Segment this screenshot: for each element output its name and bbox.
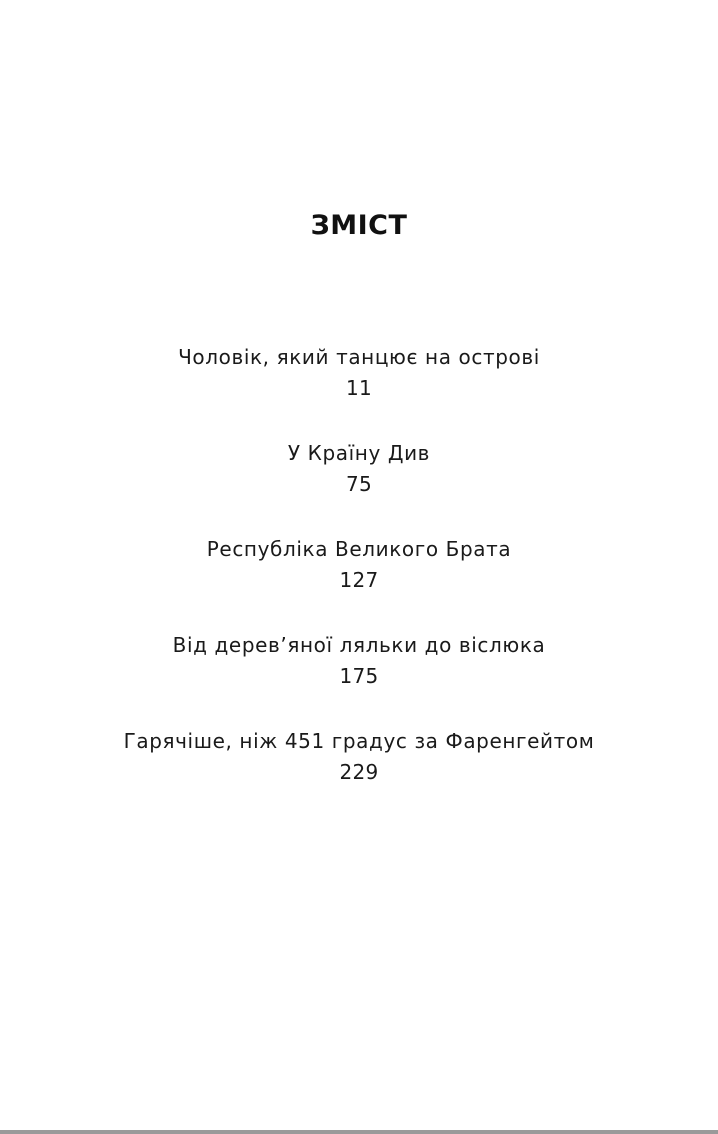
toc-entry-page-number: 229	[339, 760, 379, 784]
toc-entry-page-number: 127	[339, 568, 379, 592]
toc-entry-page-number: 75	[345, 472, 373, 496]
toc-entry[interactable]	[0, 438, 718, 534]
toc-entry-title: У Країну Див	[287, 441, 431, 465]
toc-entry-title: Республіка Великого Брата	[206, 537, 512, 561]
toc-entry[interactable]	[0, 342, 718, 438]
toc-entry-page-number: 11	[345, 376, 373, 400]
page-edge-divider	[0, 1130, 718, 1134]
table-of-contents-heading: ЗМІСТ	[310, 210, 408, 241]
toc-entry-title: Від дерев’яної ляльки до віслюка	[172, 633, 546, 657]
table-of-contents-list	[0, 342, 718, 822]
toc-entry-title: Чоловік, який танцює на острові	[178, 345, 540, 369]
toc-entry-page-number: 175	[339, 664, 379, 688]
toc-entry[interactable]	[0, 534, 718, 630]
toc-entry[interactable]	[0, 630, 718, 726]
toc-entry[interactable]	[0, 726, 718, 822]
toc-entry-title: Гарячіше, ніж 451 градус за Фаренгейтом	[123, 729, 595, 753]
